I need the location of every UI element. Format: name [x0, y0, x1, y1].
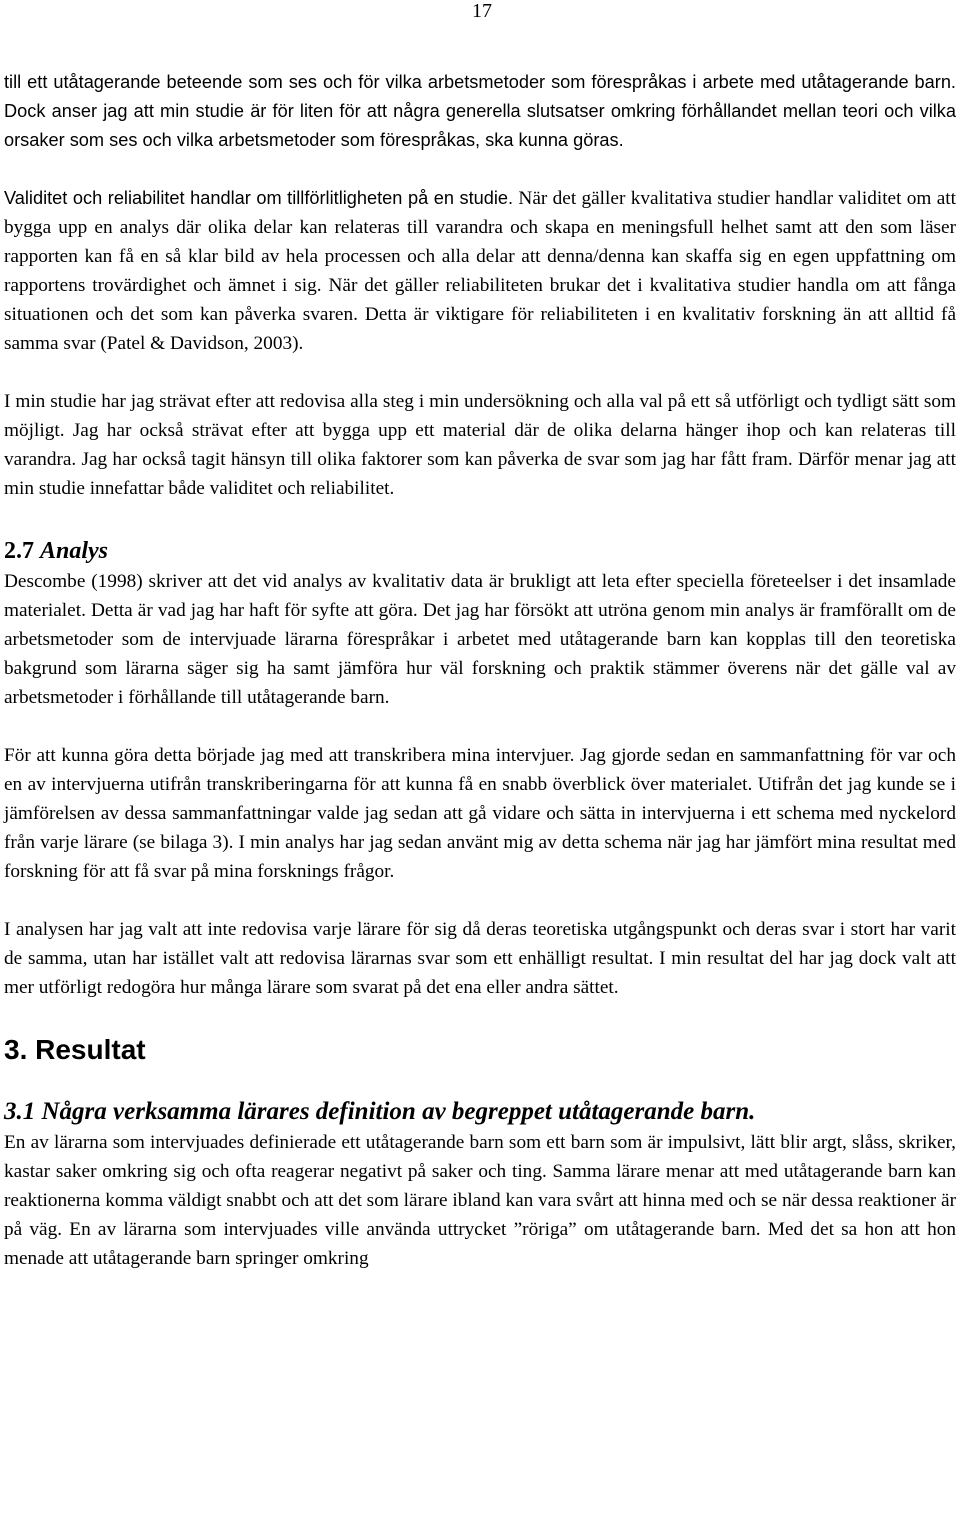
heading-2-7-number: 2.7: [4, 538, 40, 564]
heading-3-1: 3.1 Några verksamma lärares definition av begreppet utåtagerande barn.: [4, 1098, 756, 1125]
paragraph-5: För att kunna göra detta började jag med att transkribera mina intervjuer. Jag gjorde sedan en sammanfattning för var och en av intervjuerna utifrån transkriberingarna för att kunna få en snabb överblick över materialet. Utifrån det jag kunde se i jämförelsen av dessa sammanfattningar valde jag sedan att gå vidare och sätta in intervjuerna i ett schema med nyckelord från varje lärare (se bilaga 3). I min analys har jag sedan använt mig av detta schema när jag har jämfört mina resultat med forskning för att få svar på mina forsknings frågor.: [4, 745, 956, 882]
paragraph-validity-body: När det gäller kvalitativa studier handlar validitet om att bygga upp en analys där olika delar kan relateras till varandra och skapa en meningsfull helhet samt att den som läser rapporten kan få en så klar bild av hela processen och alla delar att denna/denna kan skaffa sig en egen uppfattning om rapportens trovärdighet och ämnet i sig. När det gäller reliabiliteten brukar det i kvalitativa studier handla om att fånga situationen och det som kan påverka svaren. Detta är viktigare för reliabiliteten i en kvalitativ forskning än att alltid få samma svar (Patel & Davidson, 2003).: [4, 188, 957, 354]
paragraph-4: Descombe (1998) skriver att det vid analys av kvalitativ data är brukligt att leta efter speciella företeelser i det insamlade materialet. Detta är vad jag har haft för syfte att göra. Det jag har försökt att utröna genom min analys är framförallt om de arbetsmetoder som de intervjuade lärarna förespråkar i arbetet med utåtagerande barn kan kopplas till den teoretiska bakgrund som lärarna säger sig ha samt jämföra hur väl forskning och praktik stämmer överens när det gälle val av arbetsmetoder i förhållande till utåtagerande barn.: [4, 571, 956, 708]
paragraph-3: I min studie har jag strävat efter att redovisa alla steg i min undersökning och alla val på ett så utförligt och tydligt sätt som möjligt. Jag har också strävat efter att bygga upp ett material där de olika delarna hänger ihop och kan relateras till varandra. Jag har också tagit hänsyn till olika faktorer som kan påverka de svar som jag har fått fram. Därför menar jag att min studie innefattar både validitet och reliabilitet.: [4, 391, 956, 499]
paragraph-6: I analysen har jag valt att inte redovisa varje lärare för sig då deras teoretiska utgångspunkt och deras svar i stort har varit de samma, utan har istället valt att redovisa lärarnas svar som ett enhälligt resultat. I min resultat del har jag dock valt att mer utförligt redogöra hur många lärare som svarat på det ena eller andra sättet.: [4, 919, 956, 998]
paragraph-7: En av lärarna som intervjuades definierade ett utåtagerande barn som ett barn som är impulsivt, lätt blir argt, slåss, skriker, kastar saker omkring sig och ofta reagerar negativt på saker och ting. Samma lärare menar att med utåtagerande barn kan reaktionerna komma väldigt snabbt och att det som lärare ibland kan vara svårt att hinna med och se när dessa reaktioner är på väg. En av lärarna som intervjuades ville använda uttrycket ”röriga” om utåtagerande barn. Med det sa hon att hon menade att utåtagerande barn springer omkring: [4, 1132, 956, 1269]
paragraph-validity: [4, 184, 956, 358]
page-number: 17: [472, 0, 492, 22]
paragraph-1: till ett utåtagerande beteende som ses och för vilka arbetsmetoder som förespråkas i arbete med utåtagerande barn. Dock anser jag att min studie är för liten för att några generella slutsatser omkring förhållandet mellan teori och vilka orsaker som ses och vilka arbetsmetoder som förespråkas, ska kunna göras.: [4, 72, 956, 150]
paragraph-validity-intro: Validitet och reliabilitet handlar om tillförlitligheten på en studie.: [4, 188, 514, 208]
heading-3: 3. Resultat: [4, 1034, 146, 1065]
page-body: [4, 68, 956, 1273]
heading-2-7-title: Analys: [40, 538, 109, 564]
heading-2-7: [4, 536, 956, 566]
